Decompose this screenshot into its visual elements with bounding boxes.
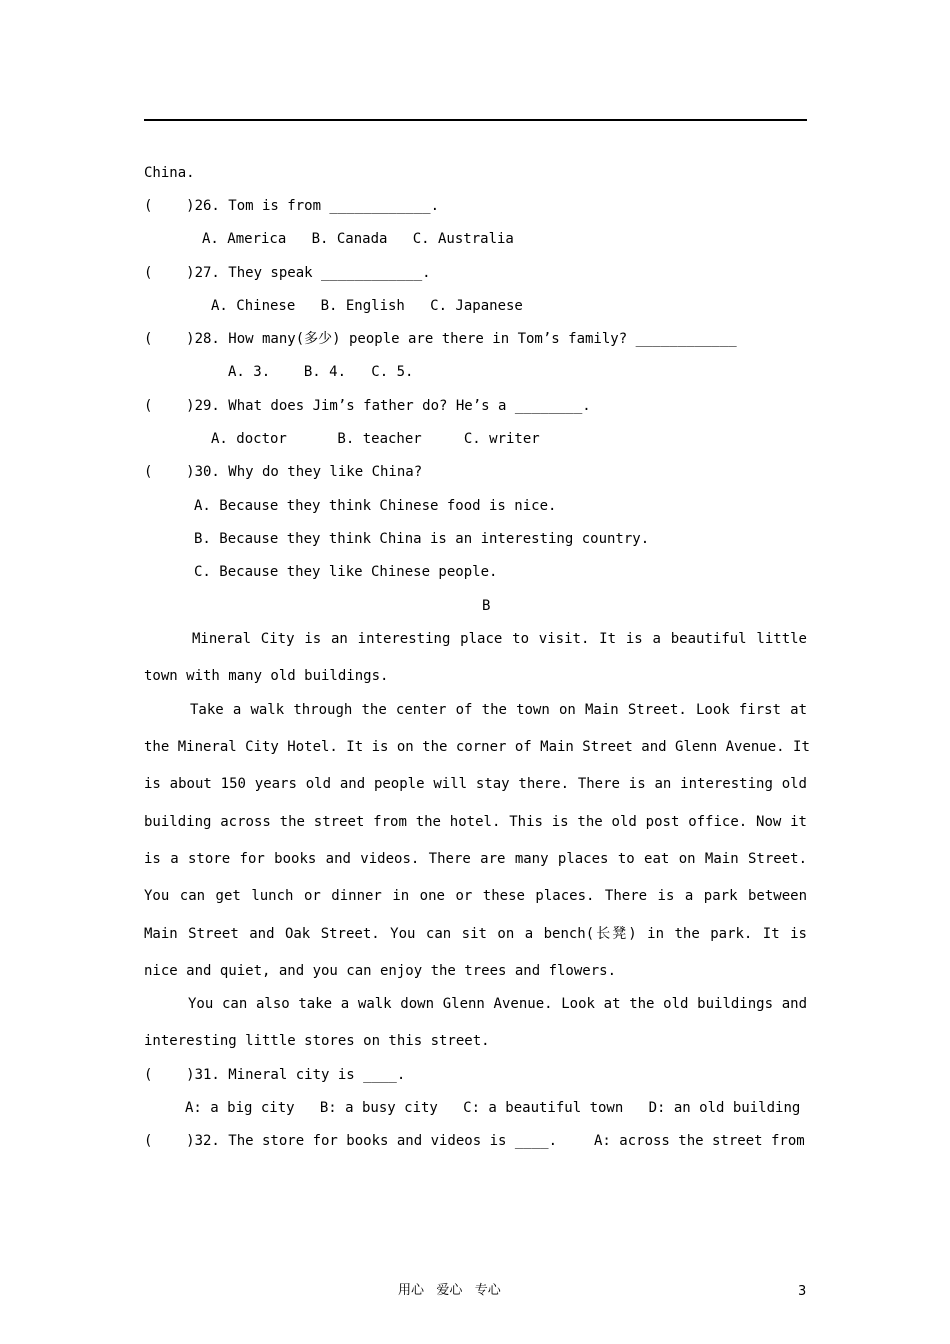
question-31-options: A: a big city B: a busy city C: a beautiful town D: an old building xyxy=(185,1100,801,1116)
question-30-option-b: B. Because they think China is an interesting country. xyxy=(194,531,650,547)
passage-line: You can get lunch or dinner in one or these places. There is a park between xyxy=(144,888,807,904)
question-29-options: A. doctor B. teacher C. writer xyxy=(211,431,540,447)
question-31-stem: ( )31. Mineral city is ____. xyxy=(144,1067,406,1083)
question-29-stem: ( )29. What does Jim’s father do? He’s a ________. xyxy=(144,398,591,414)
question-30-option-c: C. Because they like Chinese people. xyxy=(194,564,498,580)
question-26-options: A. America B. Canada C. Australia xyxy=(202,231,514,247)
passage-line: the Mineral City Hotel. It is on the corner of Main Street and Glenn Avenue. It xyxy=(144,739,810,755)
passage-line: Take a walk through the center of the town on Main Street. Look first at xyxy=(190,702,807,718)
question-28-options: A. 3. B. 4. C. 5. xyxy=(228,364,414,380)
question-32-stem: ( )32. The store for books and videos is ____. xyxy=(144,1133,558,1149)
passage-line: is a store for books and videos. There are many places to eat on Main Street. xyxy=(144,851,807,867)
question-27-stem: ( )27. They speak ____________. xyxy=(144,265,431,281)
question-28-stem: ( )28. How many(多少) people are there in Tom’s family? ____________ xyxy=(144,331,737,347)
passage-line: Mineral City is an interesting place to visit. It is a beautiful little xyxy=(192,631,807,647)
question-27-options: A. Chinese B. English C. Japanese xyxy=(211,298,523,314)
passage-line: interesting little stores on this street. xyxy=(144,1033,490,1049)
passage-line: Main Street and Oak Street. You can sit on a bench(长凳) in the park. It is xyxy=(144,926,807,942)
passage-line: is about 150 years old and people will stay there. There is an interesting old xyxy=(144,776,807,792)
continuation-text: China. xyxy=(144,165,195,181)
passage-line: nice and quiet, and you can enjoy the trees and flowers. xyxy=(144,963,617,979)
question-26-stem: ( )26. Tom is from ____________. xyxy=(144,198,440,214)
question-30-option-a: A. Because they think Chinese food is nice. xyxy=(194,498,557,514)
header-rule xyxy=(144,119,807,121)
passage-line: You can also take a walk down Glenn Avenue. Look at the old buildings and xyxy=(188,996,807,1012)
question-30-stem: ( )30. Why do they like China? xyxy=(144,464,423,480)
section-b-title: B xyxy=(482,598,491,614)
footer-motto: 用心 爱心 专心 xyxy=(398,1283,501,1298)
question-32-option-a: A: across the street from xyxy=(594,1133,805,1149)
page-number: 3 xyxy=(798,1284,807,1299)
passage-line: town with many old buildings. xyxy=(144,668,389,684)
passage-line: building across the street from the hotel. This is the old post office. Now it xyxy=(144,814,807,830)
